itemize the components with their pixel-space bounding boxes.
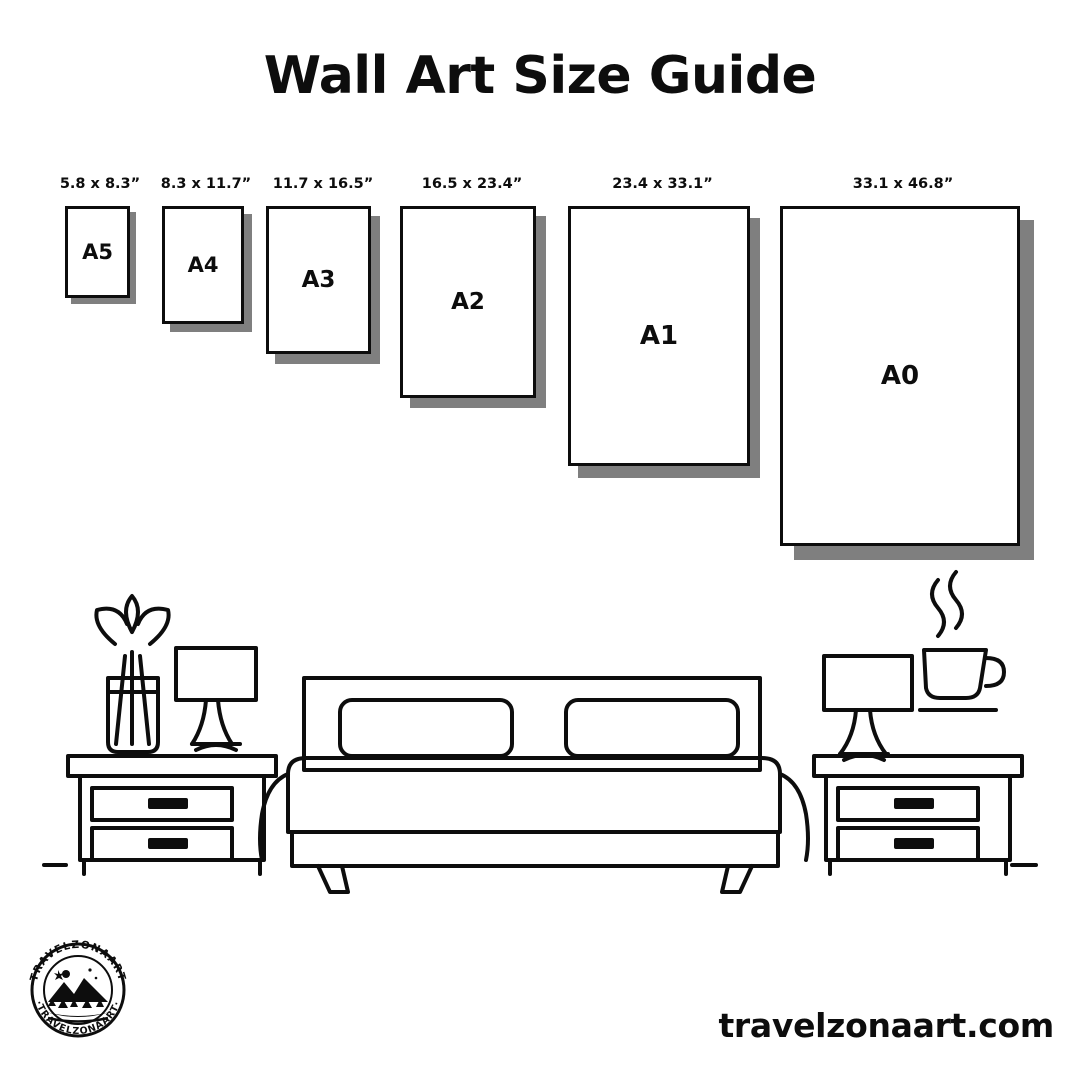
nightstand-left bbox=[68, 756, 276, 874]
frame-group-a3 bbox=[258, 176, 388, 386]
page-title: Wall Art Size Guide bbox=[263, 46, 817, 106]
plant-vase bbox=[96, 596, 168, 752]
frame-group-a4 bbox=[152, 176, 260, 336]
frame-dimensions-a2: 16.5 x 23.4” bbox=[421, 176, 523, 192]
frame-group-a5 bbox=[55, 176, 145, 306]
frame-label-a2: A2 bbox=[451, 289, 485, 315]
frame-box-a3[interactable] bbox=[266, 206, 371, 354]
frame-dimensions-a5: 5.8 x 8.3” bbox=[59, 176, 141, 192]
frame-box-a5[interactable] bbox=[65, 206, 130, 298]
logo-bottom-text: ·TRAVELZONAART· bbox=[32, 999, 124, 1038]
bed bbox=[260, 678, 808, 892]
frame-label-a3: A3 bbox=[301, 267, 336, 293]
svg-text:·TRAVELZONAART· bbox=[33, 999, 123, 1037]
logo-top-text: ·TRAVELZONAART· bbox=[27, 938, 129, 988]
frame-box-a1[interactable] bbox=[568, 206, 750, 466]
bedroom-scene-illustration bbox=[0, 560, 1080, 930]
frame-dimensions-a4: 8.3 x 11.7” bbox=[160, 176, 252, 192]
site-url[interactable]: travelzonaart.com bbox=[718, 1006, 1054, 1045]
frame-group-a0 bbox=[772, 176, 1034, 596]
frame-box-a0[interactable] bbox=[780, 206, 1020, 546]
frame-dimensions-a0: 33.1 x 46.8” bbox=[852, 176, 954, 192]
table-lamp-left bbox=[176, 648, 256, 750]
svg-text:·TRAVELZONAART· bbox=[27, 939, 129, 987]
frame-box-a2[interactable] bbox=[400, 206, 536, 398]
frame-dimensions-a1: 23.4 x 33.1” bbox=[612, 176, 713, 192]
frame-label-a0: A0 bbox=[880, 361, 920, 391]
frame-label-a4: A4 bbox=[187, 253, 219, 277]
frame-box-a4[interactable] bbox=[162, 206, 244, 324]
frame-group-a1 bbox=[560, 176, 765, 506]
frame-dimensions-a3: 11.7 x 16.5” bbox=[272, 176, 374, 192]
coffee-cup bbox=[920, 572, 1004, 710]
frame-group-a2 bbox=[392, 176, 552, 436]
table-lamp-right bbox=[824, 656, 912, 760]
brand-logo[interactable] bbox=[18, 930, 138, 1050]
nightstand-right bbox=[814, 756, 1022, 874]
frame-label-a5: A5 bbox=[82, 240, 113, 264]
frame-label-a1: A1 bbox=[639, 321, 679, 351]
